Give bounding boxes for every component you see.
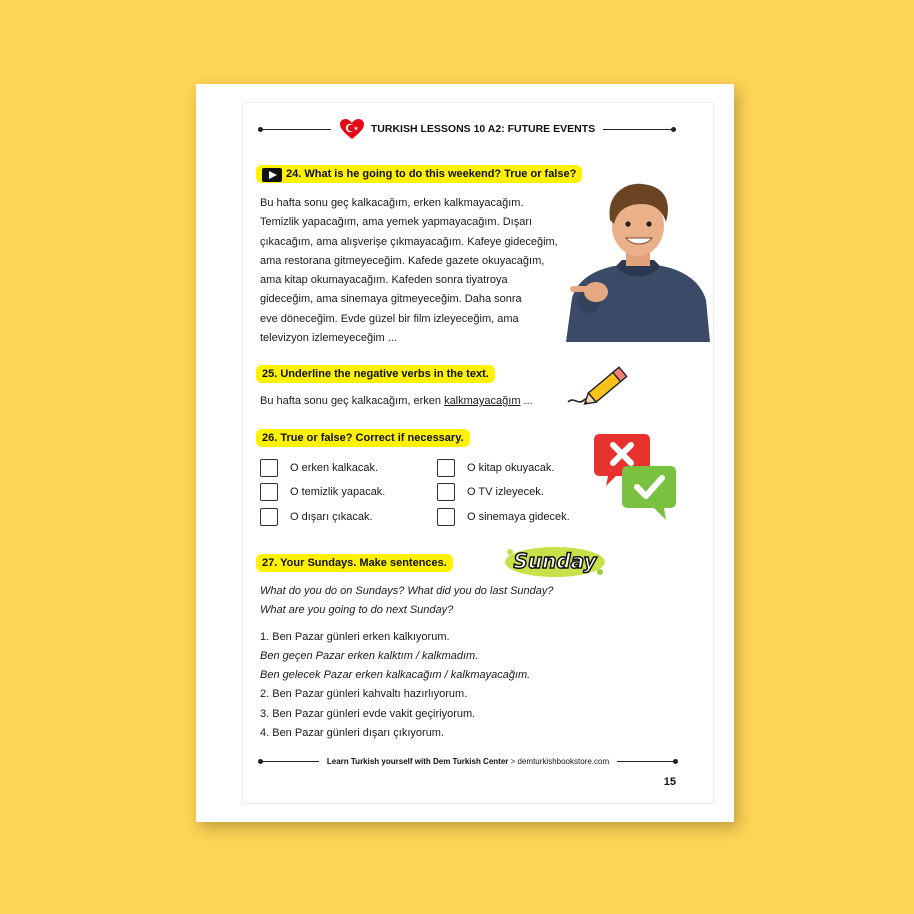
tf-statement: O sinemaya gidecek. — [467, 511, 570, 523]
page-title: TURKISH LESSONS 10 A2: FUTURE EVENTS — [370, 123, 596, 135]
tf-item[interactable] — [437, 483, 544, 501]
tf-statement: O erken kalkacak. — [290, 462, 379, 474]
page-footer — [258, 754, 678, 768]
paragraph-line: Temizlik yapacağım, ama yemek yapmayacağım. Dışarı — [260, 216, 533, 229]
example-line: Ben geçen Pazar erken kalktım / kalkmadım. — [260, 650, 479, 662]
tf-statement: O temizlik yapacak. — [290, 486, 386, 498]
tf-statement: O dışarı çıkacak. — [290, 511, 373, 523]
checkbox[interactable] — [437, 483, 455, 501]
exercise-27-title: 27. Your Sundays. Make sentences. — [256, 554, 453, 572]
exercise-24-paragraph — [260, 194, 580, 348]
exercise-25-sentence — [260, 392, 533, 411]
paragraph-line: ama kitap okumayacağım. Kafeden sonra tiyatroya — [260, 274, 508, 287]
paragraph-line: ama restorana gitmeyeceğim. Kafede gazete okuyacağım, — [260, 254, 545, 267]
tf-item[interactable] — [260, 508, 373, 526]
footer-rule-right — [617, 761, 678, 762]
exercise-27-prompt-2: What are you going to do next Sunday? — [260, 604, 454, 616]
checkbox[interactable] — [260, 459, 278, 477]
example-line: 1. Ben Pazar günleri erken kalkıyorum. — [260, 631, 450, 643]
tf-item[interactable] — [437, 459, 554, 477]
paragraph-line: Bu hafta sonu geç kalkacağım, erken kalkmayacağım. — [260, 197, 524, 209]
tf-statement: O kitap okuyacak. — [467, 462, 555, 474]
paragraph-line: eve döneceğim. Evde güzel bir film izleyeceğim, ama — [260, 312, 519, 325]
tf-item[interactable] — [260, 483, 385, 501]
paragraph-line: televizyon izlemeyeceğim ... — [260, 332, 397, 345]
footer-bold: Learn Turkish yourself with Dem Turkish Center — [326, 756, 509, 766]
example-line: 2. Ben Pazar günleri kahvaltı hazırlıyorum. — [260, 688, 468, 700]
boy-pointing-illustration — [566, 180, 710, 342]
checkbox[interactable] — [437, 459, 455, 477]
exercise-27-prompt-1: What do you do on Sundays? What did you do last Sunday? — [260, 585, 554, 597]
example-line: Ben gelecek Pazar erken kalkacağım / kalkmayacağım. — [260, 669, 531, 681]
checkbox[interactable] — [260, 508, 278, 526]
sunday-sticker — [500, 542, 610, 582]
worksheet-page — [196, 84, 734, 822]
sentence-start: Bu hafta sonu geç kalkacağım, erken — [260, 395, 445, 407]
exercise-25-title: 25. Underline the negative verbs in the text. — [256, 365, 495, 383]
video-play-icon — [262, 168, 282, 182]
sentence-end: ... — [520, 395, 533, 407]
exercise-24-title — [256, 165, 582, 183]
paragraph-line: çıkacağım, ama alışverişe çıkmayacağım. Kafeye gideceğim, — [260, 235, 558, 248]
correct-bubble-icon — [622, 466, 676, 520]
turkey-heart-icon — [339, 118, 365, 140]
exercise-26-title: 26. True or false? Correct if necessary. — [256, 429, 470, 447]
checkbox[interactable] — [260, 483, 278, 501]
footer-text — [327, 757, 609, 766]
paragraph-line: gideceğim, ama sinemaya gitmeyeceğim. Daha sonra — [260, 293, 522, 306]
page-header — [258, 120, 676, 138]
example-line: 4. Ben Pazar günleri dışarı çıkıyorum. — [260, 727, 445, 739]
example-line: 3. Ben Pazar günleri evde vakit geçiriyorum. — [260, 708, 476, 720]
header-rule-left — [258, 129, 331, 130]
tf-item[interactable] — [260, 459, 378, 477]
footer-rule-left — [258, 761, 319, 762]
true-false-bubbles-icon — [594, 430, 678, 524]
footer-link[interactable]: > demturkishbookstore.com — [508, 756, 610, 766]
exercise-24-title-text: 24. What is he going to do this weekend? True or false? — [286, 168, 577, 180]
sticker-text: Sunday — [513, 549, 597, 573]
underlined-verb: kalkmayacağım — [444, 395, 521, 407]
checkbox[interactable] — [437, 508, 455, 526]
tf-item[interactable] — [437, 508, 570, 526]
tf-statement: O TV izleyecek. — [467, 486, 544, 498]
header-rule-right — [603, 129, 676, 130]
pencil-icon — [566, 358, 632, 410]
page-number: 15 — [663, 776, 676, 788]
